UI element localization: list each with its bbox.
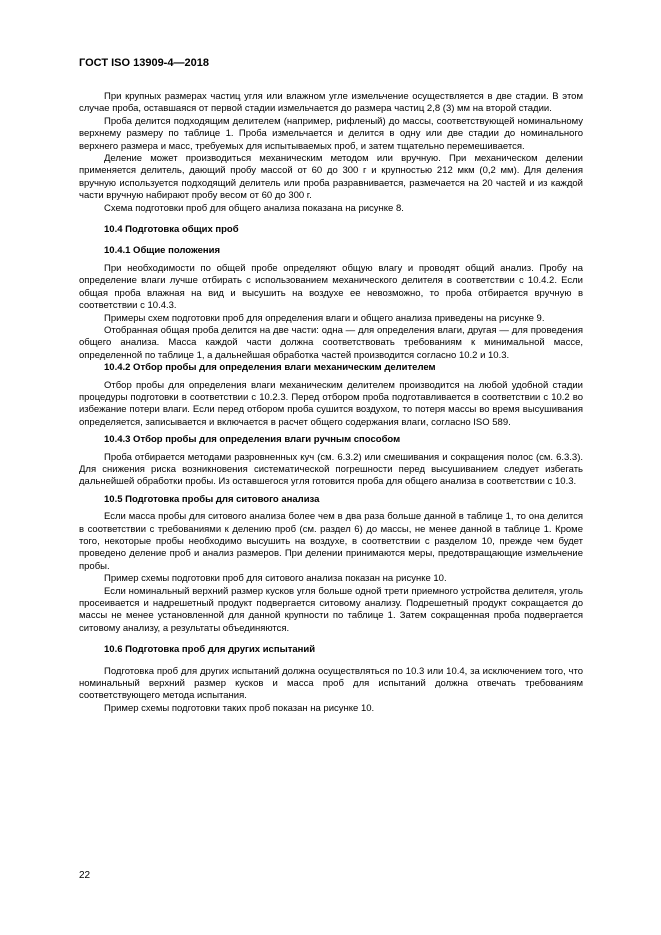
- section-heading-10-5: 10.5 Подготовка пробы для ситового анализа: [104, 493, 320, 505]
- paragraph: Подготовка проб для других испытаний должна осуществляться по 10.3 или 10.4, за исключением того, что номинальный верхний размер кусков и масса проб для испытаний должна отвечать требованиям соответствующего метода испытания.: [79, 665, 583, 702]
- paragraph: Если масса пробы для ситового анализа более чем в два раза больше данной в таблице 1, то она делится в соответствии с требованиями к делению проб (см. раздел 6) до массы, не менее данной в таблице 1. Кроме того, некоторые пробы необходимо высушить на воздухе, в соответствии с разделом 10, прежде чем будет проведено деление проб и анализ размеров. При делении принимаются меры, предотвращающие измельчение пробы.: [79, 511, 583, 572]
- section-heading-10-4: 10.4 Подготовка общих проб: [104, 224, 239, 236]
- paragraph: Деление может производиться механическим методом или вручную. При механическом делении применяется делитель, дающий пробу массой от 60 до 300 г и крупностью 212 мкм (0,2 мм). Для деления вручную используется подходящий делитель или проба разравнивается, размечается на 20 частей и из каждой части вручную набирают пробу весом от 60 до 300 г.: [79, 153, 583, 202]
- paragraph: Пример схемы подготовки таких проб показан на рисунке 10.: [104, 702, 375, 714]
- paragraph: Проба делится подходящим делителем (например, рифленый) до массы, соответствующей номинальному верхнему размеру по таблице 1. Проба измельчается и делится в одну или две стадии до номинального верхнего размера и масс, требуемых для испытываемых проб, и затем тщательно перемешивается.: [79, 115, 583, 152]
- paragraph: Если номинальный верхний размер кусков угля больше одной трети приемного устройства делителя, уголь просеивается и надрешетный продукт подвергается ситовому анализу. Подрешетный продукт сокращается до массы не менее установленной для данной крупности по таблице 1. Затем сокращенная проба подвергается ситовому анализу, а результаты объединяются.: [79, 585, 583, 634]
- subsection-heading-10-4-2: 10.4.2 Отбор пробы для определения влаги механическим делителем: [104, 362, 436, 374]
- paragraph: Отобранная общая проба делится на две части: одна — для определения влаги, другая — для проведения общего анализа. Масса каждой части должна соответствовать требованиям к минимальной массе, определенной по таблице 1, а дальнейшая обработка частей производится согласно 10.2 и 10.3.: [79, 324, 583, 361]
- paragraph: Отбор пробы для определения влаги механическим делителем производится на любой удобной стадии процедуры подготовки в соответствии с 10.2.3. Перед отбором проба подготавливается в соответствии с 10.2 во избежание потери влаги. Если перед отбором проба сушится воздухом, то потеря массы во время высушивания определяется, записывается и включается в расчет общего содержания влаги, согласно ISO 589.: [79, 379, 583, 428]
- paragraph: При крупных размерах частиц угля или влажном угле измельчение осуществляется в две стадии. В этом случае проба, оставшаяся от первой стадии измельчается до размера частиц 2,8 (3) мм на второй стадии.: [79, 91, 583, 115]
- subsection-heading-10-4-3: 10.4.3 Отбор пробы для определения влаги ручным способом: [104, 434, 401, 446]
- subsection-heading-10-4-1: 10.4.1 Общие положения: [104, 245, 220, 257]
- page-number: 22: [79, 870, 91, 881]
- paragraph: При необходимости по общей пробе определяют общую влагу и проводят общий анализ. Пробу на определение влаги лучше отбирать с использованием механического делителя в соответствии с 10.4.2. Если общая проба влажная на вид и высушить на воздухе ее невозможно, то проба отбирается вручную в соответствии с 10.4.3.: [79, 262, 583, 312]
- document-header: ГОСТ ISO 13909-4—2018: [79, 57, 209, 69]
- section-heading-10-6: 10.6 Подготовка проб для других испытаний: [104, 644, 316, 656]
- paragraph: Проба отбирается методами разровненных куч (см. 6.3.2) или смешивания и сокращения полос (см. 6.3.3). Для снижения риска возникновения систематической погрешности перед высушиванием следует избегать дальнейшей обработки пробы. Из оставшегося угля готовится проба для общего анализа в соответствии с 10.3.: [79, 451, 583, 488]
- document-body: [79, 91, 583, 715]
- paragraph: Схема подготовки проб для общего анализа показана на рисунке 8.: [104, 202, 404, 214]
- paragraph: Примеры схем подготовки проб для определения влаги и общего анализа приведены на рисунке 9.: [104, 312, 545, 324]
- paragraph: Пример схемы подготовки проб для ситового анализа показан на рисунке 10.: [104, 573, 447, 585]
